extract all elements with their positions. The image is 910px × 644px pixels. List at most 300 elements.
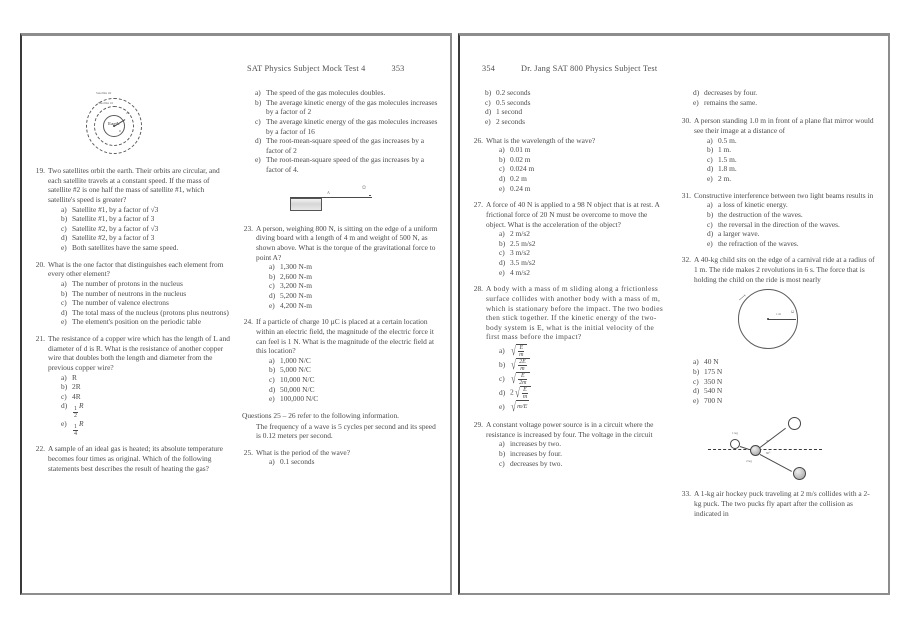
option-item[interactable] [256,356,438,366]
option-label: e) [499,267,505,277]
satellite2-label: Satellite #2 [96,91,112,95]
option-text: remains the same. [704,97,758,107]
satellite1-label: Satellite #1 [98,101,114,105]
option-label: e) [693,395,699,405]
option-item[interactable] [48,298,230,308]
option-label: c) [255,116,261,126]
option-text: 1.8 m. [718,164,737,174]
option-label: b) [707,145,714,155]
question-21 [34,334,230,437]
question-22-options [242,88,438,175]
question-24-stem: If a particle of charge 10 µC is placed at a certain location within an electric field, the magnitude of the electric force it can feel is 1 N. What is the magnitude of the electric field at this location? [256,317,434,356]
option-item[interactable] [486,258,668,268]
option-text: 4,200 N-m [280,300,313,310]
option-text: The root-mean-square speed of the gas increases by a factor of 4. [266,155,425,174]
option-label: d) [693,386,700,396]
option-text: 3,200 N-m [280,281,313,291]
option-text: Satellite #2, by a factor of 3 [72,233,155,243]
option-item[interactable] [48,317,230,327]
option-label: b) [61,214,68,224]
option-label: a) [693,357,699,367]
option-item[interactable] [486,184,668,194]
question-22-stem: A sample of an ideal gas is heated; its absolute temperature becomes four times as original. Which of the following statements best describes the result of heating the gas? [48,444,223,473]
option-item[interactable] [242,117,438,136]
option-text: the refraction of the waves. [718,238,799,248]
option-item[interactable] [256,365,438,375]
option-item[interactable] [472,98,668,108]
variable-r: R [79,401,84,411]
option-text: The average kinetic energy of the gas molecules increases by a factor of 2 [266,97,438,117]
option-label: a) [61,204,67,214]
outgoing-arrow-up [760,428,786,448]
option-item[interactable] [694,145,876,155]
option-text: 2 m. [718,174,732,183]
option-text: Satellite #1, by a factor of 3 [72,214,155,224]
option-item[interactable] [486,155,668,165]
option-label: d) [255,136,262,146]
right-page-column-2 [680,88,876,587]
option-item[interactable] [486,400,668,413]
question-23-options [256,262,438,310]
right-page-column-1 [472,88,668,587]
option-label: d) [61,307,68,317]
option-item[interactable] [242,155,438,174]
question-28 [472,284,668,413]
option-item[interactable] [694,155,876,165]
sqrt-icon: √ $\frac{E}{2m}$ [510,372,530,386]
option-label: c) [485,97,491,107]
question-30-stem: A person standing 1.0 m in front of a plane flat mirror would see their image at a distance of [694,116,874,135]
option-text: 3 m/s2 [510,248,530,258]
option-label: d) [61,401,68,411]
option-text: 0.02 m [510,154,531,164]
question-28-stem: A body with a mass of m sliding along a frictionless surface collides with another body with a mass of m, which is stationary before the impact. The two bodies then stick together. If the kinetic energy of the two-body system is E, what is the initial velocity of the first mass before the impact? [486,284,664,342]
option-item[interactable] [694,239,876,249]
option-item[interactable] [680,88,876,98]
option-item[interactable] [256,375,438,385]
header-title: Dr. Jang SAT 800 Physics Subject Test [521,64,658,73]
question-31-number: 31. [681,190,691,200]
option-text-math [510,344,668,358]
option-text-math [510,358,668,372]
question-33 [680,489,876,518]
collision-axis-dashed-line [708,449,822,450]
option-item[interactable] [680,396,876,406]
header-page-number: 353 [391,64,405,73]
question-20 [34,260,230,327]
option-label: b) [499,360,506,370]
option-label: a) [707,135,713,145]
question-33-stem: A 1-kg air hockey puck traveling at 2 m/s collides with a 2-kg puck. The two pucks fly apart after the collision as indicated in [694,489,870,518]
option-text: 4R [72,391,81,401]
question-27-number: 27. [473,200,483,210]
option-item[interactable] [680,357,876,367]
question-26-options [486,145,668,193]
option-text: 1 second [496,107,523,117]
fraction-one-half: $\frac{1}{2}$ [74,406,77,420]
question-27-options [486,229,668,277]
mass-1kg-label: 1 kg [732,431,738,436]
option-item[interactable] [256,281,438,291]
option-label: e) [269,394,275,404]
option-label: b) [269,365,276,375]
question-31-options [694,200,876,248]
option-text-math [72,419,230,437]
option-item[interactable] [256,291,438,301]
page-header-left [247,64,405,73]
question-32-number: 32. [681,255,691,265]
option-text: the reversal in the direction of the waves. [718,219,840,229]
option-item[interactable] [48,205,230,215]
option-item[interactable] [256,272,438,282]
option-label: a) [255,88,261,97]
option-label: d) [499,258,506,267]
option-item[interactable] [486,439,668,449]
option-text: 0.1 seconds [280,457,315,467]
question-22 [34,444,230,473]
right-page-columns [472,88,878,587]
question-32-stem: A 40-kg child sits on the edge of a carnival ride at a radius of 1 m. The ride makes 2 revolutions in 6 s. The force that is holding the child on the ride is most nearly [694,255,875,284]
option-text-math [510,372,668,386]
option-text-math [510,400,668,413]
option-label: a) [269,355,275,365]
option-item[interactable] [486,358,668,372]
question-28-options [486,344,668,413]
option-text: 40 N [704,357,719,367]
coefficient: 2 [510,387,514,397]
option-text: 5,000 N/C [280,365,311,375]
option-label: e) [499,401,505,411]
option-item[interactable] [48,243,230,253]
option-text: decreases by two. [510,458,563,468]
option-text: 5,200 N-m [280,291,313,300]
option-item[interactable] [472,88,668,98]
option-label: d) [707,229,714,239]
question-25-number: 25. [243,447,253,457]
option-text: 100,000 N/C [280,394,319,404]
option-item[interactable] [486,268,668,278]
mass-2kg-label: 2 kg [746,459,752,464]
option-text: Satellite #1, by a factor of √3 [72,204,159,214]
option-item[interactable] [486,145,668,155]
option-label: d) [61,233,68,243]
option-label: b) [485,88,492,97]
option-item[interactable] [48,373,230,383]
option-item[interactable] [256,394,438,404]
option-label: a) [499,145,505,155]
question-21-number: 21. [35,334,45,343]
fraction-one-quarter: $\frac{1}{4}$ [74,424,77,438]
option-label: e) [61,317,67,327]
option-item[interactable] [694,174,876,184]
passage-intro: Questions 25 – 26 refer to the following information. [242,410,400,420]
option-text: Both satellites have the same speed. [72,243,179,252]
option-text: 0.01 m [510,145,531,155]
option-text: 175 N [704,366,723,376]
option-item[interactable] [694,229,876,239]
passage-body: The frequency of a wave is 5 cycles per second and its speed is 0.12 meters per second. [256,421,436,441]
passage-questions-25-26 [242,411,438,441]
option-text: 2R [72,382,81,392]
option-label: e) [61,243,67,252]
option-text-math [510,386,668,400]
option-item[interactable] [486,386,668,400]
option-label: c) [499,164,505,174]
sqrt-icon: √ m/E [511,399,528,414]
option-text: 3.5 m/s2 [510,258,536,267]
option-text: The speed of the gas molecules doubles. [266,88,386,97]
question-33-number: 33. [681,489,691,499]
option-item[interactable] [256,385,438,395]
question-28-number: 28. [473,284,483,294]
left-page-column-1 [34,88,230,587]
option-label: e) [255,155,261,165]
option-text: 0.24 m [510,183,531,193]
option-text: 50,000 N/C [280,384,315,394]
question-19-number: 19. [35,166,45,175]
option-text: 0.024 m [510,164,535,174]
left-page-column-2 [242,88,438,587]
header-title: SAT Physics Subject Mock Test 4 [247,64,366,73]
question-29-options-continued [680,88,876,107]
option-text: 0.5 m. [718,135,737,145]
left-page-columns [34,88,440,587]
option-text: The number of neutrons in the nucleus [72,288,187,298]
option-item[interactable] [486,229,668,239]
option-label: d) [707,164,714,174]
option-label: d) [269,291,276,300]
option-label: c) [499,458,505,468]
option-label: b) [499,238,506,248]
puck-collision-figure [680,409,876,485]
question-20-number: 20. [35,259,45,269]
option-text: 1.5 m. [718,154,737,164]
option-item[interactable] [694,210,876,220]
diving-board-figure [242,184,438,220]
question-19-options [48,205,230,253]
option-item[interactable] [48,279,230,289]
option-text-math [72,401,230,419]
option-text: 1,300 N-m [280,262,313,272]
option-label: e) [499,183,505,193]
question-25 [242,448,438,467]
option-text: a larger wave. [718,229,760,239]
option-item[interactable] [486,248,668,258]
option-label: c) [269,375,275,384]
option-label: e) [707,174,713,183]
option-item[interactable] [486,344,668,358]
option-item[interactable] [694,164,876,174]
option-text: the destruction of the waves. [718,209,803,219]
outgoing-arrow-down [760,454,792,472]
option-label: c) [269,281,275,291]
option-item[interactable] [486,449,668,459]
option-item[interactable] [242,98,438,117]
option-text: The number of protons in the nucleus [72,278,183,288]
question-19 [34,166,230,253]
option-item[interactable] [242,88,438,98]
page-header-right [482,64,657,73]
person-marker [369,195,371,197]
option-text: The average kinetic energy of the gas molecules increases by a factor of 16 [266,116,438,136]
ride-radius-line [768,319,796,320]
option-text: Satellite #2, by a factor of √3 [72,223,159,233]
option-label: a) [499,229,505,239]
option-label: e) [693,97,699,107]
question-25-options [256,457,438,467]
question-29 [472,420,668,468]
option-item[interactable] [486,239,668,249]
option-item[interactable] [48,224,230,234]
option-text: increases by two. [510,439,562,449]
option-label: a) [61,278,67,288]
question-32 [680,255,876,284]
board-plank [290,197,372,198]
child-stick-figure: ☺ [790,310,796,316]
question-21-options [48,373,230,438]
option-text: 1 m. [718,145,732,155]
option-item[interactable] [256,457,438,467]
question-23-stem: A person, weighing 800 N, is sitting on the edge of a uniform diving board with a length of 4 m and weight of 500 N, as shown above. What is the torque of the gravitational force to point A? [256,223,438,262]
option-label: d) [485,107,492,117]
option-item[interactable] [694,136,876,146]
question-24 [242,317,438,404]
option-text: 700 N [704,395,723,405]
option-item[interactable] [472,107,668,117]
option-item[interactable] [694,200,876,210]
angle-30-label: 30° [766,439,771,444]
question-27 [472,200,668,277]
option-item[interactable] [486,459,668,469]
question-23 [242,224,438,311]
option-label: a) [707,200,713,210]
option-text: increases by four. [510,448,562,458]
option-label: a) [499,439,505,449]
option-text: The element's position on the periodic table [72,317,201,327]
option-text: 0.5 seconds [496,97,531,107]
option-item[interactable] [256,262,438,272]
option-text: The total mass of the nucleus (protons plus neutrons) [72,307,229,317]
question-19-stem: Two satellites orbit the earth. Their orbits are circular, and each satellite travels at a constant speed. If the mass of satellite #2 is one half the mass of satellite #1, which satellite's speed is greater? [48,166,220,204]
question-27-stem: A force of 40 N is applied to a 98 N object that is at rest. A frictional force of 20 N must be overcome to move the object. What is the acceleration of the object? [486,200,660,229]
option-text: 10,000 N/C [280,375,315,384]
question-20-stem: What is the one factor that distinguishes each element from every other element? [48,259,224,279]
question-26-stem: What is the wavelength of the wave? [486,135,596,145]
question-31-stem: Constructive interference between two light beams results in [694,190,874,200]
question-24-number: 24. [243,317,253,327]
option-item[interactable] [48,289,230,299]
option-label: e) [485,116,491,126]
option-label: b) [693,366,700,376]
option-label: c) [499,248,505,258]
option-label: b) [499,448,506,458]
page-left [20,33,452,595]
option-text: a loss of kinetic energy. [718,200,788,210]
option-item[interactable] [472,117,668,127]
page-right [458,33,890,595]
option-label: e) [61,419,67,429]
option-item[interactable] [680,367,876,377]
option-label: a) [61,372,67,382]
question-22-number: 22. [35,444,45,454]
option-label: c) [707,219,713,229]
option-label: c) [61,391,67,401]
option-item[interactable] [486,174,668,184]
option-label: b) [499,154,506,164]
angle-60-label: 60° [766,451,771,456]
option-label: d) [693,88,700,97]
option-item[interactable] [680,98,876,108]
radius-2r-label: 2R [126,111,130,115]
option-text: 540 N [704,386,723,396]
question-25-stem: What is the period of the wave? [256,447,350,457]
question-30 [680,116,876,183]
option-text: 4 m/s2 [510,267,530,277]
sqrt-icon: √ $\frac{E}{m}$ [514,386,531,400]
sqrt-icon: √ $\frac{2E}{m}$ [510,358,530,372]
satellite-orbit-figure [34,90,230,160]
option-item[interactable] [48,392,230,402]
option-label: a) [269,262,275,272]
question-30-number: 30. [681,116,691,126]
question-29-options [486,439,668,468]
option-label: b) [61,288,68,298]
option-text: 0.2 m [510,174,527,183]
radius-label: 1 m [776,312,782,317]
option-item[interactable] [256,301,438,311]
option-text: 0.2 seconds [496,88,531,97]
option-item[interactable] [486,164,668,174]
option-label: c) [693,376,699,386]
option-item[interactable] [242,136,438,155]
option-text: 2 m/s2 [510,229,530,239]
option-item[interactable] [680,377,876,387]
option-label: e) [269,300,275,310]
question-31 [680,191,876,249]
option-item[interactable] [48,419,230,437]
rotation-arrow-icon: ⟶ [737,293,748,304]
carnival-ride-figure [680,287,876,353]
point-a-label: A [327,189,330,195]
sqrt-icon: √ $\frac{E}{m}$ [510,344,527,358]
puck-deflected-up [788,417,801,430]
option-item[interactable] [48,308,230,318]
puck-deflected-down [793,467,806,480]
option-text: 1,000 N/C [280,355,311,365]
question-23-number: 23. [243,223,253,233]
option-text: decreases by four. [704,88,758,97]
option-item[interactable] [680,386,876,396]
question-29-stem: A constant voltage power source is in a circuit where the resistance is increased by four. The voltage in the circuit [486,420,654,439]
option-item[interactable] [48,382,230,392]
option-label: a) [269,457,275,467]
option-item[interactable] [486,372,668,386]
option-label: d) [499,388,506,398]
board-support-block [290,198,322,211]
option-item[interactable] [48,214,230,224]
option-label: d) [269,384,276,394]
earth-label: Earth [108,121,120,126]
person-stick-figure: ☺ [361,184,368,191]
question-20-options [48,279,230,327]
option-text: 2,600 N-m [280,271,313,281]
option-item[interactable] [48,233,230,243]
option-text: 2 seconds [496,116,525,126]
option-item[interactable] [694,220,876,230]
option-label: b) [255,97,262,107]
option-label: d) [499,174,506,183]
option-item[interactable] [48,401,230,419]
